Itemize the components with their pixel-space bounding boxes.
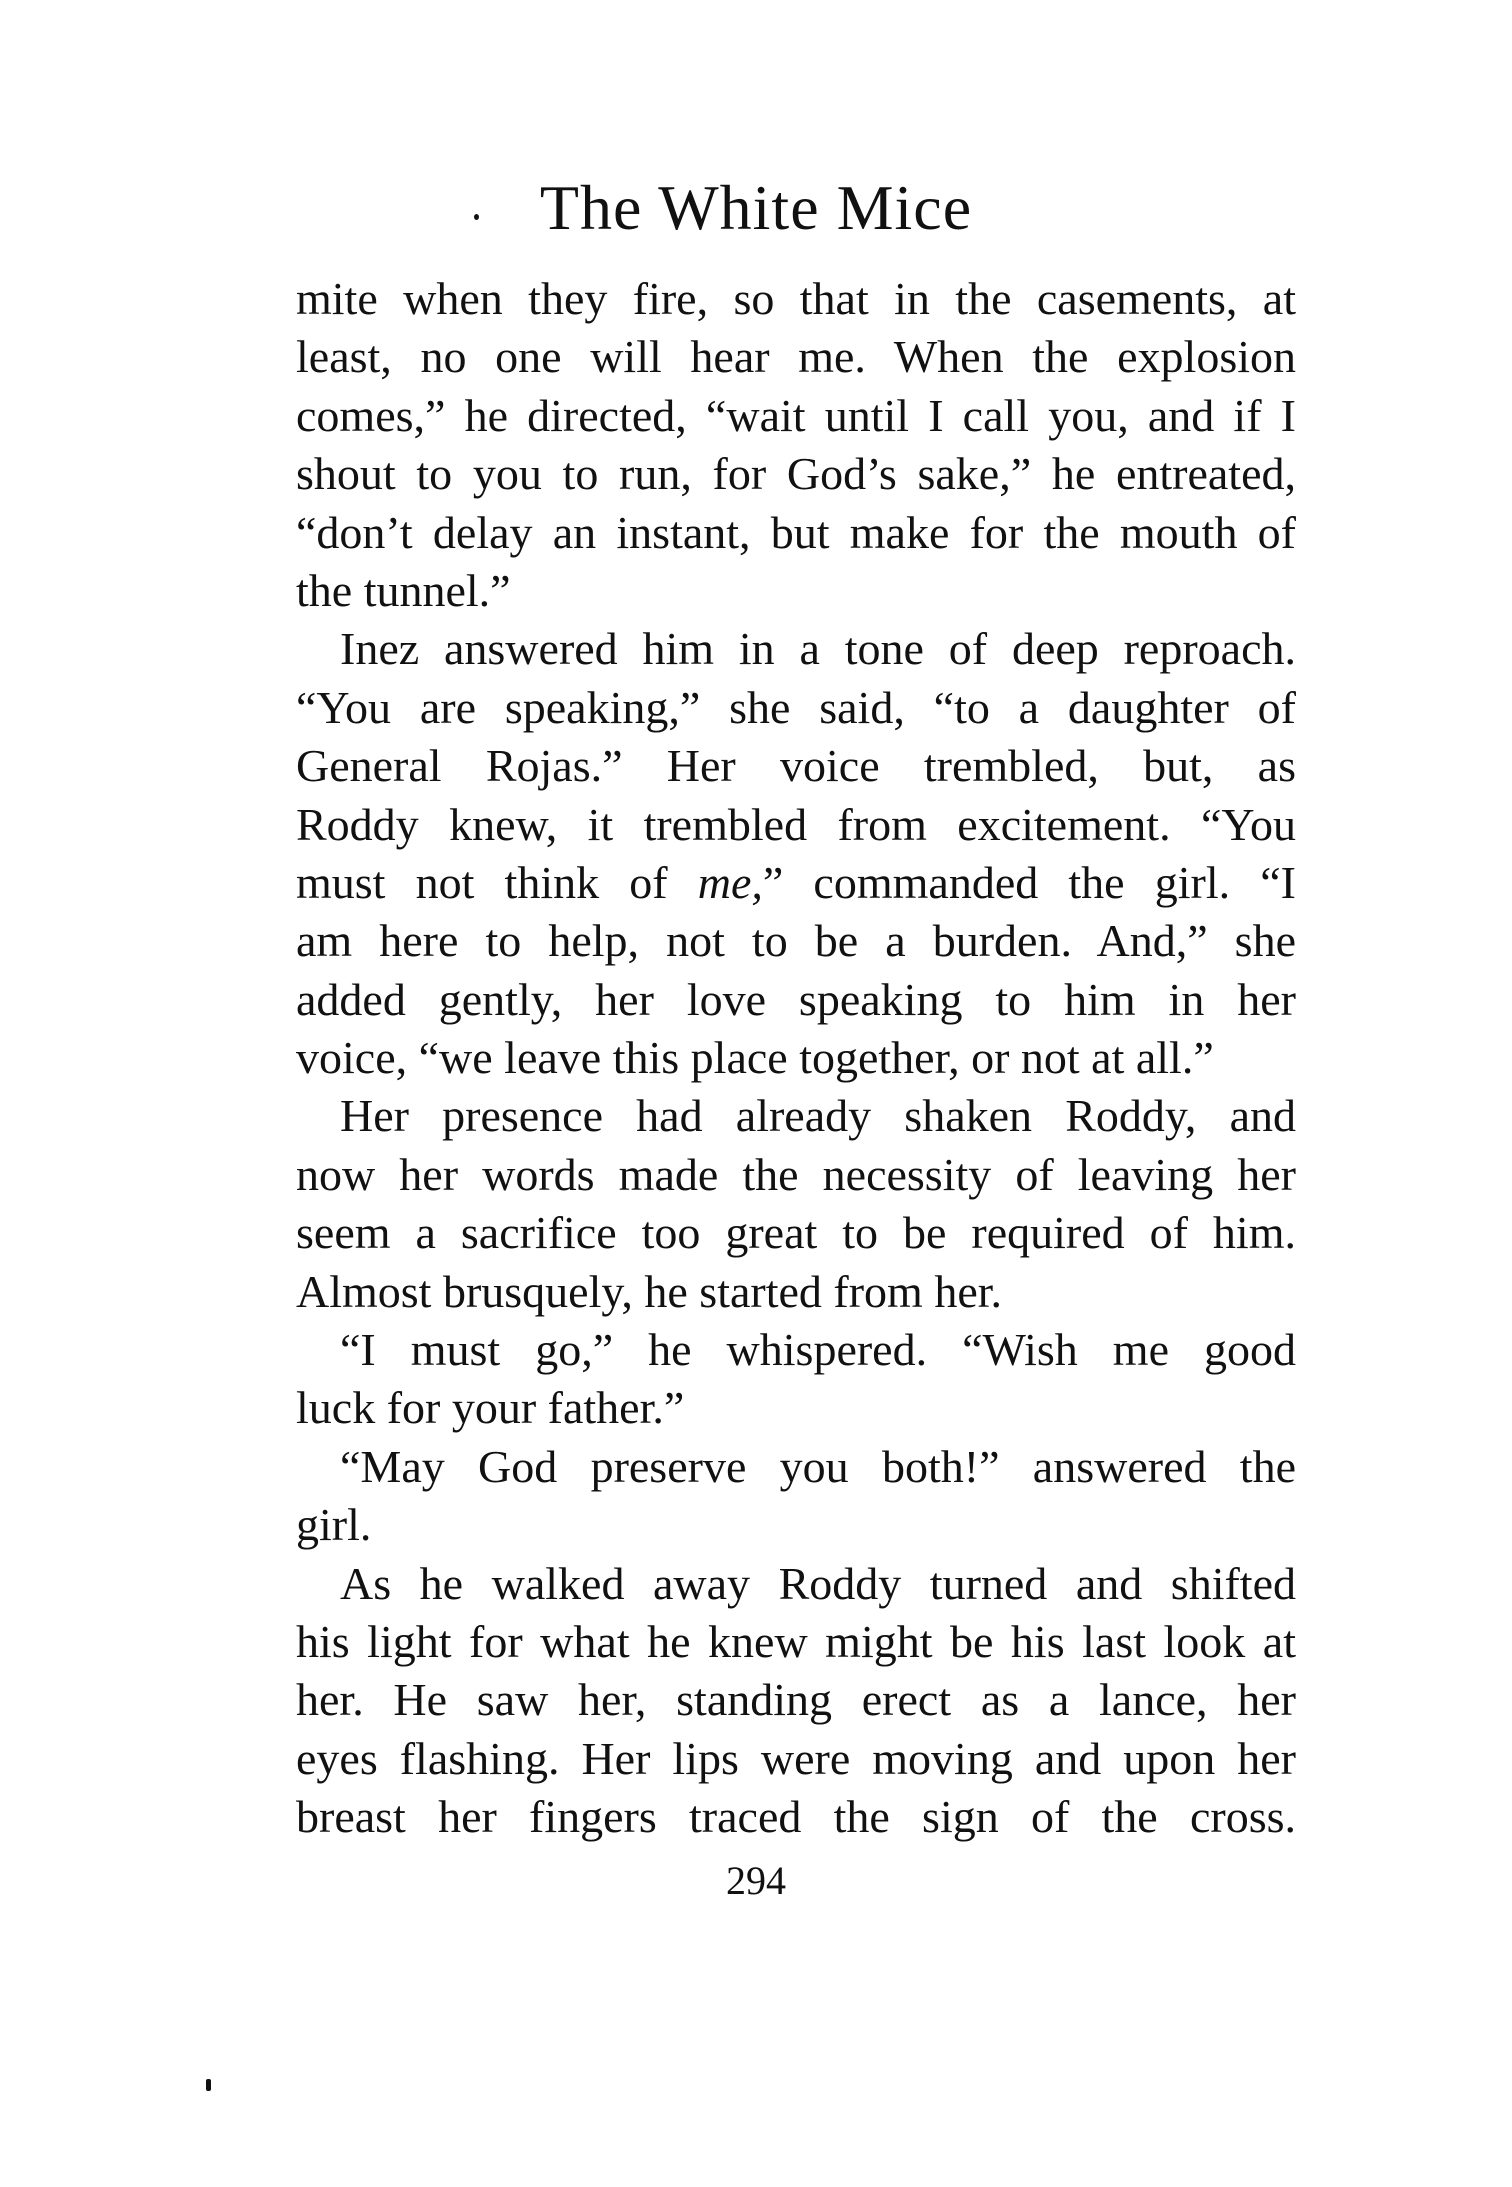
text-line: must not think of me,” commanded the girl. “I: [296, 856, 1296, 908]
text-line: luck for your father.”: [296, 1382, 685, 1434]
text-line: her. He saw her, standing erect as a lance, her: [296, 1674, 1296, 1726]
text-line: the tunnel.”: [296, 564, 511, 616]
text-line: girl.: [296, 1499, 372, 1551]
text-line: “don’t delay an instant, but make for the mouth of: [296, 506, 1296, 558]
text-line: now her words made the necessity of leaving her: [296, 1148, 1296, 1200]
text-line: General Rojas.” Her voice trembled, but, as: [296, 740, 1296, 792]
text-line: least, no one will hear me. When the explosion: [296, 331, 1296, 383]
text-line: seem a sacrifice too great to be required of him.: [296, 1207, 1296, 1259]
text-line: am here to help, not to be a burden. And,” she: [296, 915, 1296, 967]
text-line: Roddy knew, it trembled from excitement. “You: [296, 798, 1296, 850]
ink-speck: [474, 214, 479, 220]
text-line: breast her fingers traced the sign of the cross.: [296, 1791, 1296, 1843]
text-line: comes,” he directed, “wait until I call you, and if I: [296, 389, 1296, 441]
text-line: his light for what he knew might be his last look at: [296, 1615, 1296, 1667]
text-line: Almost brusquely, he started from her.: [296, 1265, 1003, 1317]
text-line: shout to you to run, for God’s sake,” he entreated,: [296, 448, 1296, 500]
ink-speck: [206, 2079, 211, 2091]
text-line: Inez answered him in a tone of deep reproach.: [340, 623, 1296, 675]
text-line: “I must go,” he whispered. “Wish me good: [340, 1324, 1296, 1376]
text-line: voice, “we leave this place together, or not at all.”: [296, 1032, 1214, 1084]
body-text: [296, 270, 1296, 1847]
text-line: As he walked away Roddy turned and shifted: [340, 1557, 1296, 1609]
text-line: “May God preserve you both!” answered the: [340, 1440, 1296, 1492]
text-line: “You are speaking,” she said, “to a daughter of: [296, 681, 1296, 733]
text-line: mite when they fire, so that in the casements, at: [296, 273, 1296, 324]
running-head: The White Mice: [539, 172, 973, 243]
text-line: Her presence had already shaken Roddy, and: [340, 1090, 1296, 1142]
text-line: eyes flashing. Her lips were moving and upon her: [296, 1732, 1296, 1784]
text-line: added gently, her love speaking to him in her: [296, 973, 1296, 1025]
page-number: 294: [726, 1858, 786, 1903]
